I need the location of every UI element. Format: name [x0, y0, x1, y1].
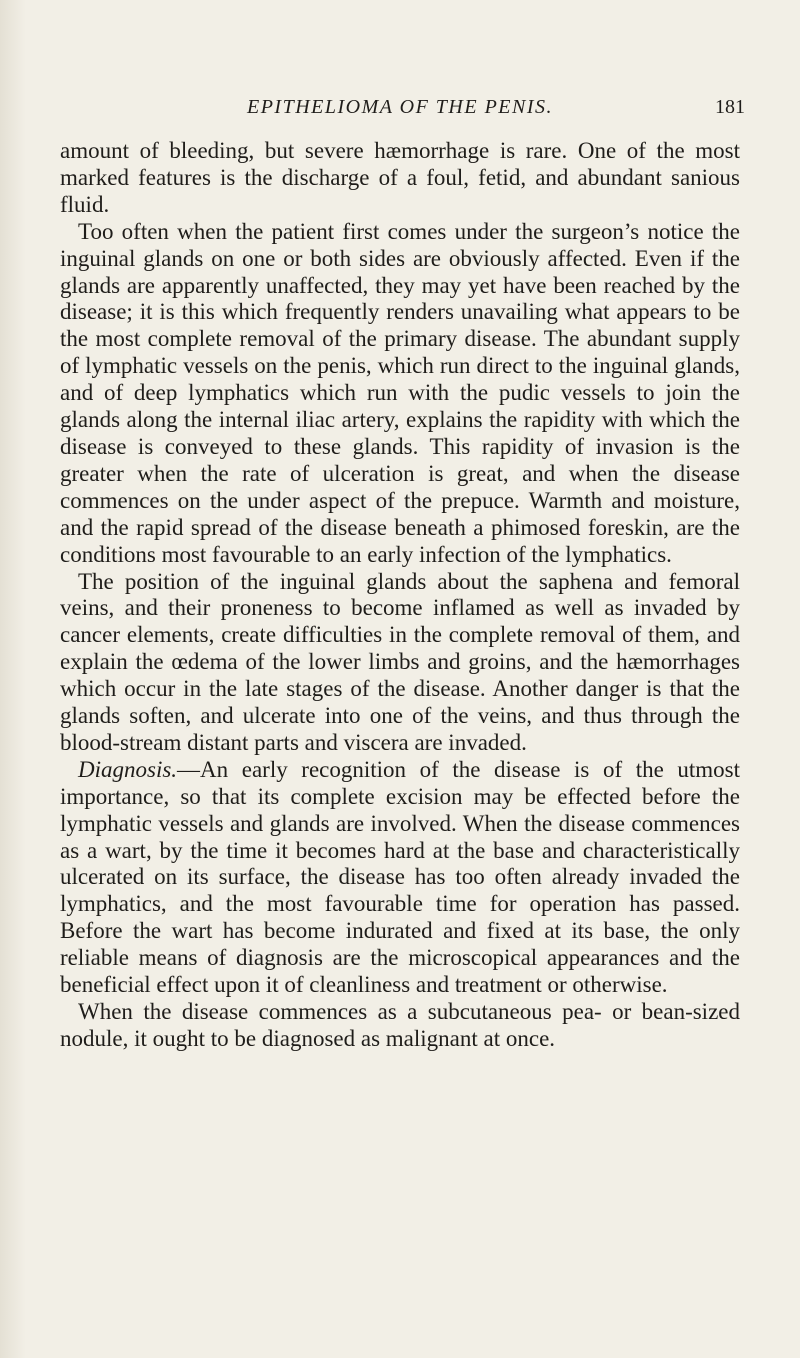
diagnosis-text: —An early recognition of the disease is of the utmost importance, so that its complete excision may be effected before the lymphatic vessels and glands are involved. When the disease commences as a wart, by the time it becomes hard at the base and characteristically ulcerated on its surface, the disease has too often already invaded the lymphatics, and the most favourable time for operation has passed. Before the wart has become indurated and fixed at its base, the only reliable means of diagnosis are the microscopical appearances and the beneficial effect upon it of cleanliness and treatment or otherwise.: [60, 756, 740, 998]
body-text: [60, 138, 740, 1053]
running-title: EPITHELIOMA OF THE PENIS.: [247, 96, 553, 118]
diagnosis-heading: Diagnosis.: [78, 756, 178, 782]
paragraph-2: Too often when the patient first comes under the surgeon’s notice the inguinal glands on one or both sides are obviously affected. Even if the glands are apparently unaffected, they may yet have been reached by the disease; it is this which frequently renders unavailing what appears to be the most complete removal of the primary disease. The abundant supply of lymphatic vessels on the penis, which run direct to the inguinal glands, and of deep lymphatics which run with the pudic vessels to join the glands along the internal iliac artery, explains the rapidity with which the disease is conveyed to these glands. This rapidity of invasion is the greater when the rate of ulceration is great, and when the disease commences on the under aspect of the prepuce. Warmth and moisture, and the rapid spread of the disease beneath a phimosed foreskin, are the conditions most favourable to an early infection of the lymphatics.: [60, 218, 740, 567]
page-gutter-shadow: [0, 0, 26, 1358]
paragraph-1: amount of bleeding, but severe hæmorrhage is rare. One of the most marked features is the discharge of a foul, fetid, and abundant sanious fluid.: [60, 138, 740, 217]
paragraph-3: The position of the inguinal glands about the saphena and femoral veins, and their proneness to become inflamed as well as invaded by cancer elements, create difficulties in the complete removal of them, and explain the œdema of the lower limbs and groins, and the hæmorrhages which occur in the late stages of the disease. Another danger is that the glands soften, and ulcerate into one of the veins, and thus through the blood-stream distant parts and viscera are invaded.: [60, 568, 740, 755]
paragraph-4-diagnosis: [60, 757, 740, 999]
paragraph-5: When the disease commences as a subcutaneous pea- or bean-sized nodule, it ought to be diagnosed as malignant at once.: [60, 999, 740, 1051]
running-head: [60, 96, 745, 126]
page-number: 181: [715, 96, 745, 118]
